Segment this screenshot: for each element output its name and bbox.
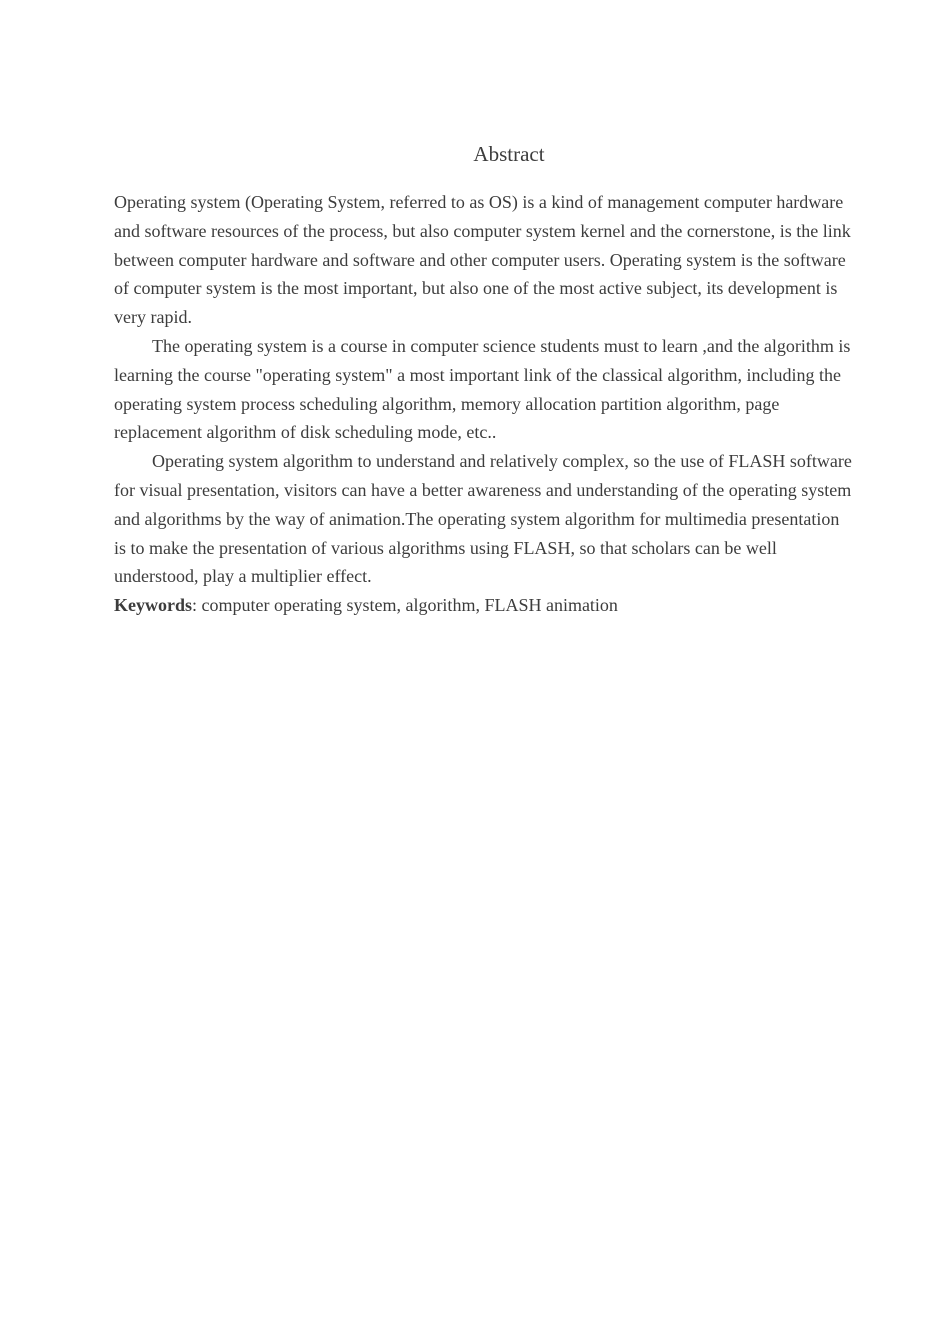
keywords-text: : computer operating system, algorithm, FLASH animation bbox=[192, 595, 618, 616]
document-page bbox=[114, 139, 854, 620]
keywords-label: Keywords bbox=[114, 595, 192, 616]
abstract-title: Abstract bbox=[473, 142, 545, 166]
abstract-paragraph-1: Operating system (Operating System, referred to as OS) is a kind of management computer hardware and software resources of the process, but also computer system kernel and the cornerstone, is the link between computer hardware and software and other computer users. Operating system is the software of computer system is the most important, but also one of the most active subject, its development is very rapid. bbox=[114, 192, 851, 328]
abstract-paragraph-3: Operating system algorithm to understand and relatively complex, so the use of FLASH software for visual presentation, visitors can have a better awareness and understanding of the operating system and algorithms by the way of animation.The operating system algorithm for multimedia presentation is to make the presentation of various algorithms using FLASH, so that scholars can be well understood, play a multiplier effect. bbox=[114, 451, 852, 587]
abstract-paragraph-2: The operating system is a course in computer science students must to learn ,and the algorithm is learning the course "operating system" a most important link of the classical algorithm, including the operating system process scheduling algorithm, memory allocation partition algorithm, page replacement algorithm of disk scheduling mode, etc.. bbox=[114, 335, 851, 443]
keywords-line bbox=[114, 591, 854, 620]
